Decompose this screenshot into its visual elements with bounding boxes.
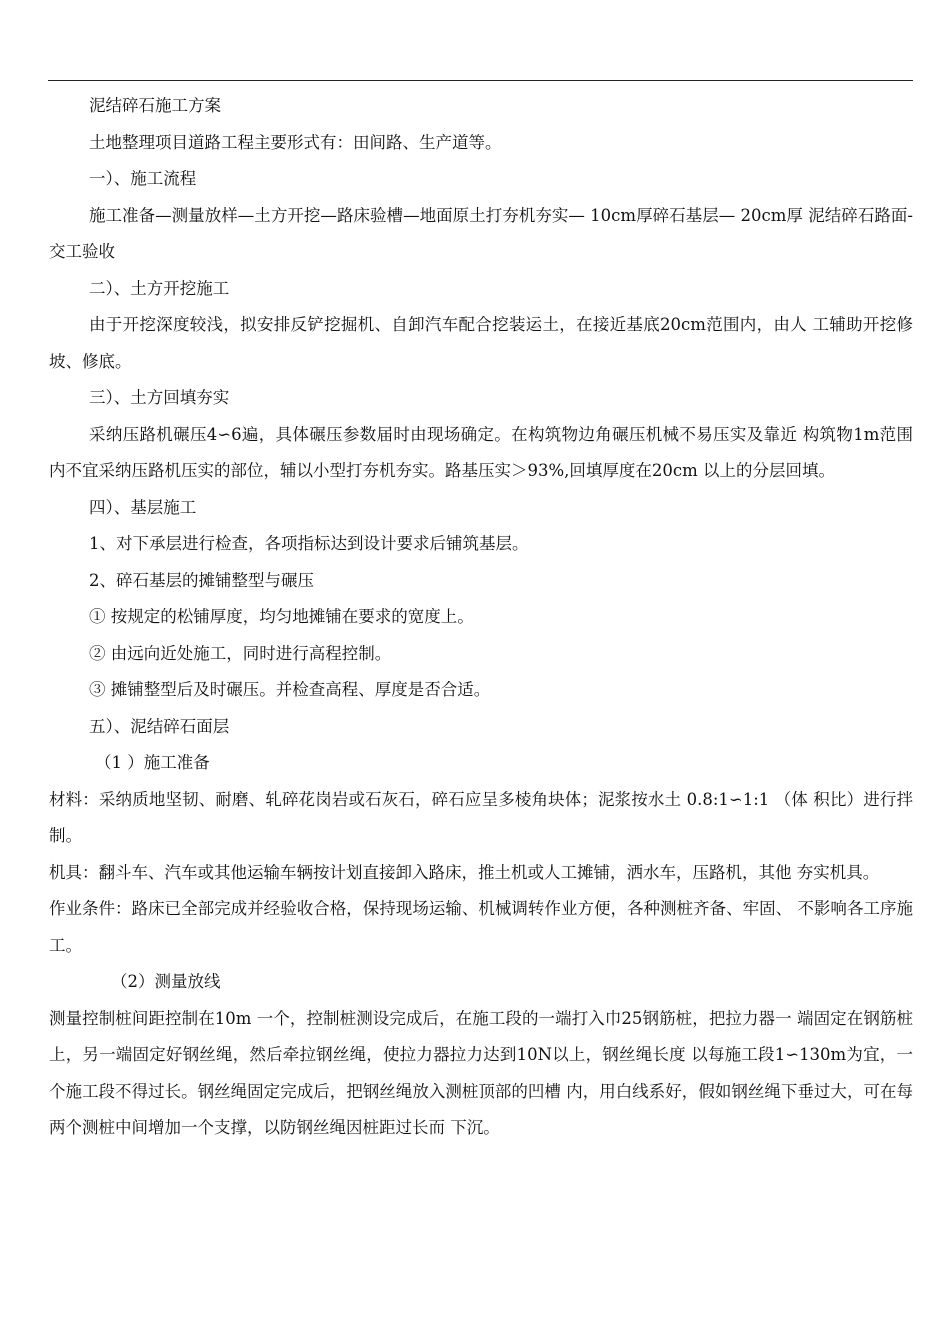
section-1-heading: 一）、施工流程 [89,169,197,188]
section-3-heading: 三）、土方回填夯实 [89,388,230,407]
section-4-sub-item-3: ③ 摊铺整型后及时碾压。并检查高程、厚度是否合适。 [89,680,491,699]
section-1-body: 施工准备—测量放样—土方开挖—路床验槽—地面原土打夯机夯实— 10cm厚碎石基层— 20cm厚 泥结碎石路面-交工验收 [49,205,913,261]
section-2-heading: 二）、土方开挖施工 [89,278,230,298]
section-4-item-2: 2、碎石基层的摊铺整型与碾压 [89,570,314,590]
materials-paragraph: 材料：采纳质地坚韧、耐磨、轧碎花岗岩或石灰石，碎石应呈多棱角块体；泥浆按水土 0.8:1∽1:1 （体 积比）进行拌制。 [49,789,913,845]
section-4-sub-item-1: ① 按规定的松铺厚度，均匀地摊铺在要求的宽度上。 [89,607,474,626]
doc-title: 泥结碎石施工方案 [89,96,221,115]
section-5-sub-2-heading: （2）测量放线 [111,972,221,991]
machinery-paragraph: 机具：翻斗车、汽车或其他运输车辆按计划直接卸入路床，推土机或人工摊铺，洒水车，压路机，其他 夯实机具。 [49,862,880,882]
section-4-heading: 四）、基层施工 [89,497,197,517]
work-conditions-paragraph: 作业条件：路床已全部完成并经验收合格，保持现场运输、机械调转作业方便，各种测桩齐备、牢固、 不影响各工序施工。 [49,899,913,955]
section-2-body: 由于开挖深度较浅，拟安排反铲挖掘机、自卸汽车配合挖装运土，在接近基底20cm范围内，由人 工辅助开挖修坡、修底。 [49,315,913,371]
section-5-sub-1-heading: （1 ）施工准备 [95,753,210,772]
header-rule [48,80,913,81]
section-3-body: 采纳压路机碾压4∽6遍，具体碾压参数届时由现场确定。在构筑物边角碾压机械不易压实及靠近 构筑物1m范围内不宜采纳压路机压实的部位，辅以小型打夯机夯实。路基压实＞93%,回填厚度在20cm 以上的分层回填。 [49,424,913,480]
section-4-item-1: 1、对下承层进行检查，各项指标达到设计要求后铺筑基层。 [89,534,529,553]
survey-paragraph: 测量控制桩间距控制在10m 一个，控制桩测设完成后，在施工段的一端打入巾25钢筋桩，把拉力器一 端固定在钢筋桩上，另一端固定好钢丝绳，然后牵拉钢丝绳，使拉力器拉力达到10N以上，钢丝绳长度 以每施工段1∽130m为宜，一个施工段不得过长。钢丝绳固定完成后，把钢丝绳放入测桩顶部的凹槽 内，用白线系好，假如钢丝绳下垂过大，可在每两个测桩中间增加一个支撑，以防钢丝绳因桩距过长而 下沉。 [49,1008,913,1137]
document-body [49,88,913,1147]
section-4-sub-item-2: ② 由远向近处施工，同时进行高程控制。 [89,643,392,663]
section-5-heading: 五）、泥结碎石面层 [89,716,230,736]
intro-paragraph: 土地整理项目道路工程主要形式有：田间路、生产道等。 [89,132,502,152]
